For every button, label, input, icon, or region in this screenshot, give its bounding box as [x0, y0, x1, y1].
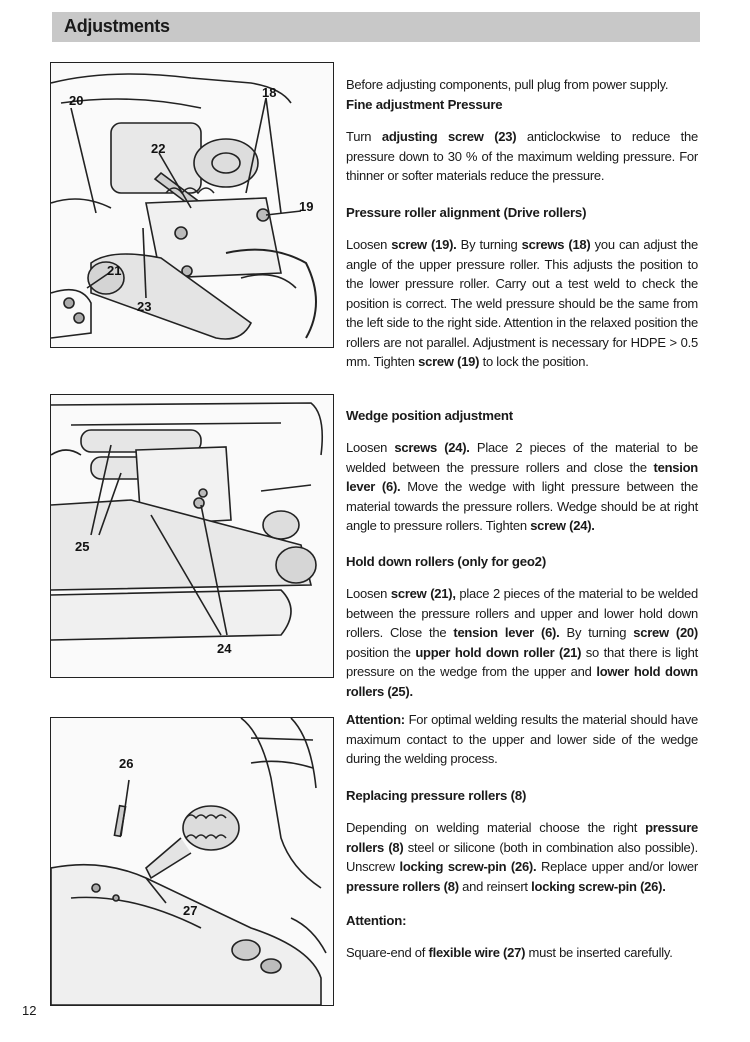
text-run: By turning [559, 625, 634, 640]
callout-25: 25 [75, 539, 90, 554]
bold-run: locking screw-pin (26). [531, 878, 666, 894]
callout-19: 19 [299, 199, 314, 214]
text-run: For optimal welding results the material should have maximum contact to the upper and lower side of the wedge during the welding process. [346, 712, 698, 766]
attention-note-wire [346, 911, 698, 976]
section-pressure-roller-alignment [346, 203, 698, 385]
text-run: place 2 pieces of the material to be welded between the pressure rollers and upper and lower hold down rollers. Close the [346, 586, 699, 640]
section-heading: Fine adjustment Pressure [346, 97, 503, 112]
callout-27: 27 [183, 903, 198, 918]
section-replacing-rollers [346, 786, 698, 909]
figure-replacing-rollers-drawing [51, 718, 333, 1005]
header-bar [52, 12, 700, 42]
bold-run: screws (18) [521, 237, 591, 252]
section-heading: Wedge position adjustment [346, 408, 513, 423]
section-body [346, 710, 698, 769]
bold-run: pressure rollers (8) [346, 878, 459, 894]
bold-run: upper hold down roller (21) [415, 644, 582, 660]
bold-run: lower hold down rollers (25). [346, 664, 698, 699]
bold-run: tension lever (6). [453, 625, 560, 640]
figure-replacing-rollers [50, 717, 334, 1006]
text-run: Square-end of [346, 945, 429, 960]
callout-24: 24 [217, 641, 232, 656]
intro-text: Before adjusting components, pull plug from power supply. [346, 77, 669, 92]
bold-run: tension lever (6). [346, 459, 698, 494]
text-run: steel or silicone (both in combination also possible). Unscrew [346, 839, 698, 874]
text-run: Loosen [346, 237, 392, 252]
section-wedge-position [346, 406, 698, 549]
text-run: to lock the position. [479, 354, 589, 369]
callout-26: 26 [119, 756, 134, 771]
text-run: position the [346, 644, 416, 660]
text-run: so that there is light pressure on the wedge from the upper and [346, 644, 699, 679]
callout-18: 18 [262, 85, 277, 100]
text-run: Move the wedge with light pressure between the material towards the pressure rollers. Wedge should be at right angle to pressure rollers. Tighten [346, 479, 698, 533]
page-number: 12 [22, 1003, 37, 1018]
bold-run: locking screw-pin (26). [399, 859, 537, 874]
section-body [346, 943, 698, 963]
attention-note-welding [346, 697, 698, 782]
bold-run: screw (20) [633, 625, 698, 640]
text-run: Place 2 pieces of the material to be welded between the pressure rollers and close the [346, 440, 698, 475]
text-run: Replace upper and/or lower [536, 859, 698, 874]
section-hold-down-rollers [346, 552, 698, 714]
section-body [346, 818, 698, 896]
text-run: and reinsert [458, 878, 532, 894]
figure-wedge-position [50, 394, 334, 678]
section-body [346, 127, 698, 186]
page-title: Adjustments [64, 16, 170, 36]
figure-pressure-rollers-drawing [51, 63, 333, 347]
callout-20: 20 [69, 93, 84, 108]
bold-run: screws (24). [394, 440, 470, 455]
bold-run: adjusting screw (23) [381, 129, 517, 144]
text-run: anticlockwise to reduce the pressure down to 30 % of the maximum welding pressure. For thinner or softer materials reduce the pressure. [346, 129, 698, 183]
text-run: Turn [346, 129, 382, 144]
section-body [346, 438, 698, 536]
bold-run: Attention: [346, 712, 405, 727]
figure-pressure-rollers [50, 62, 334, 348]
section-heading: Hold down rollers (only for geo2) [346, 554, 547, 569]
callout-22: 22 [151, 141, 166, 156]
text-run: By turning [456, 237, 522, 252]
text-run: Loosen [346, 440, 395, 455]
callout-23: 23 [137, 299, 152, 314]
section-body [346, 584, 698, 701]
bold-run: screw (24). [530, 518, 595, 533]
section-body [346, 235, 698, 372]
bold-run: pressure rollers (8) [346, 820, 698, 855]
figure-wedge-position-drawing [51, 395, 333, 677]
text-run: Loosen [346, 586, 391, 601]
text-run: you can adjust the angle of the upper pressure roller. This adjusts the position to the lower pressure roller. Carry out a test weld to check the position is correct. The weld pressure should be the same from the left side to the right side. Attention in the relaxed position the rollers are not parallel. Adjustment is necessary for HDPE > 0.5 mm. Tighten [346, 237, 698, 369]
callout-21: 21 [107, 263, 122, 278]
section-heading: Replacing pressure rollers (8) [346, 788, 527, 803]
section-heading: Attention: [346, 913, 407, 928]
bold-run: screw (21), [390, 586, 456, 601]
bold-run: screw (19) [418, 354, 480, 369]
text-run: must be inserted carefully. [525, 945, 673, 960]
bold-run: screw (19). [391, 237, 457, 252]
text-run: Depending on welding material choose the right [346, 820, 646, 835]
section-fine-adjustment [346, 95, 698, 199]
section-heading: Pressure roller alignment (Drive rollers) [346, 205, 587, 220]
bold-run: flexible wire (27) [428, 945, 526, 960]
